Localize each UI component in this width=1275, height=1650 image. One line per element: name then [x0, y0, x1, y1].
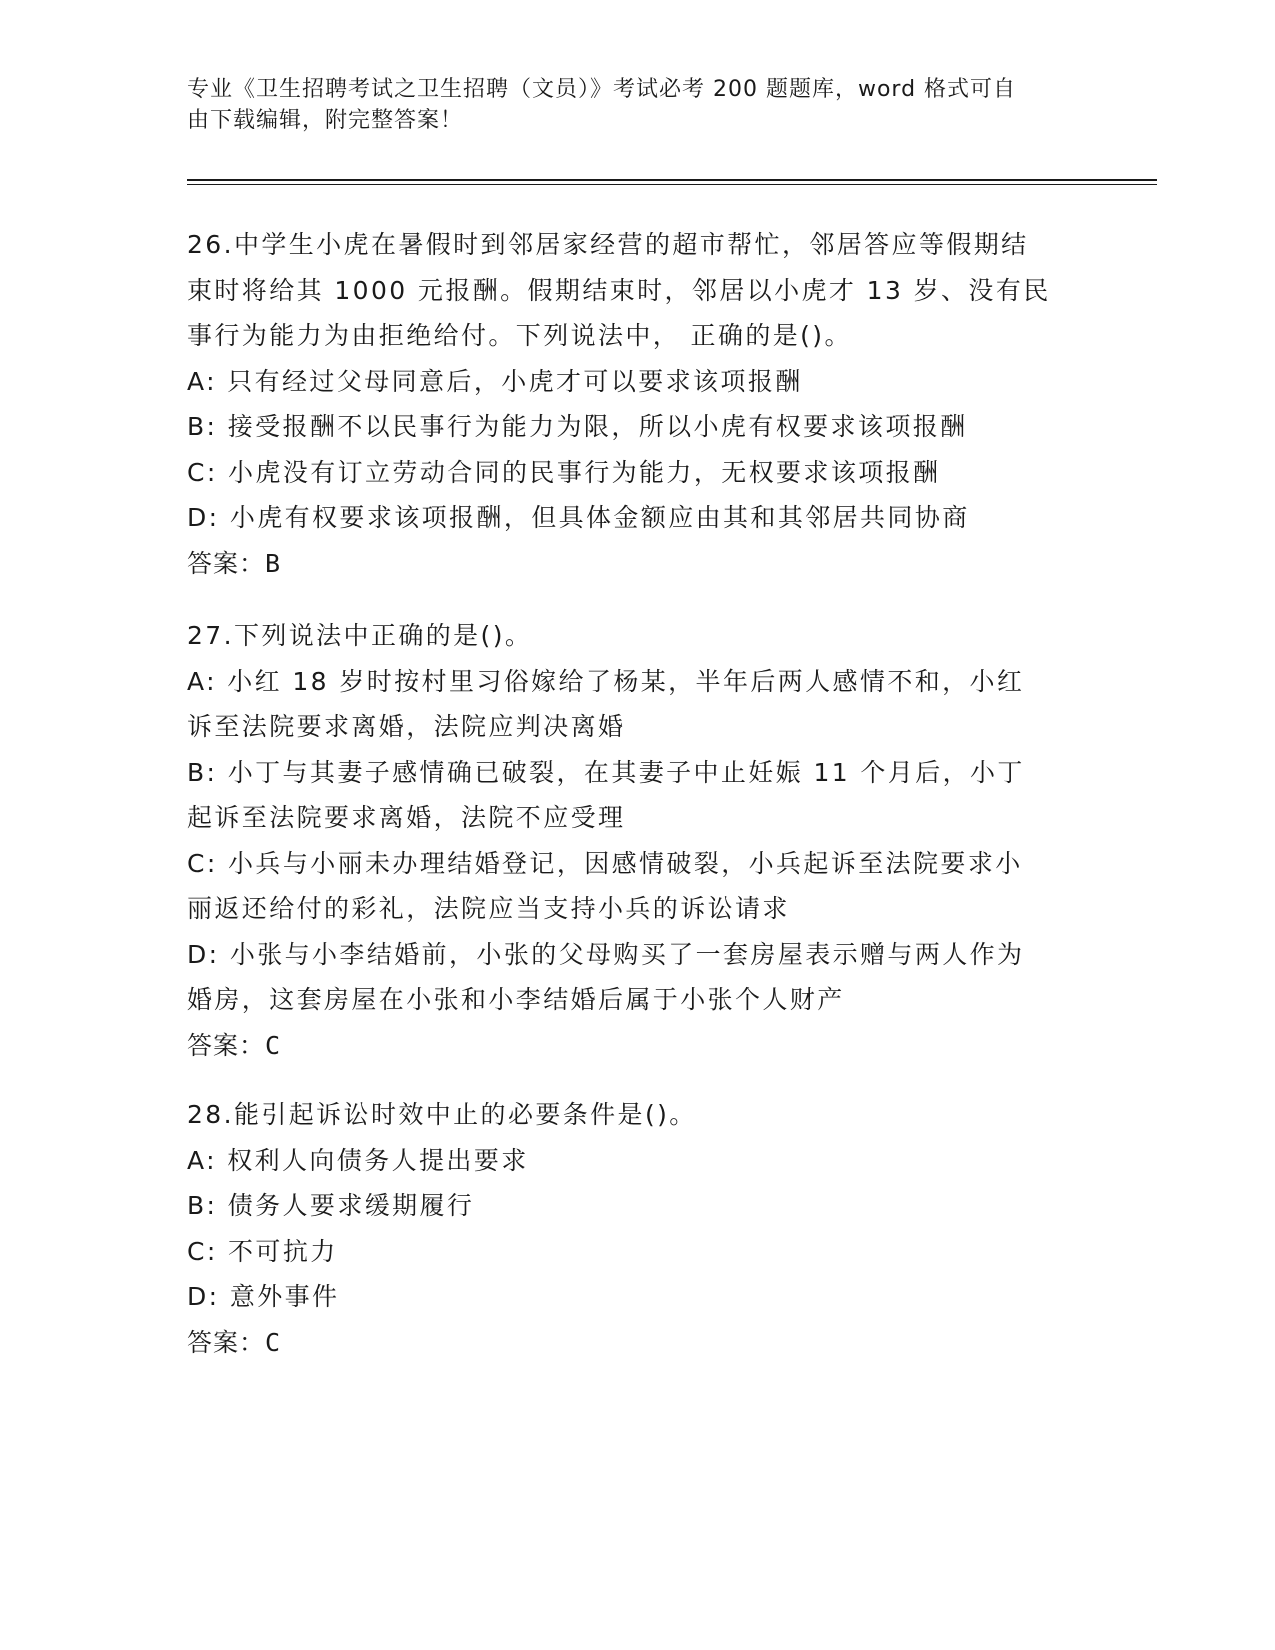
- question-28: [187, 1092, 1087, 1365]
- option-c: C: 小虎没有订立劳动合同的民事行为能力，无权要求该项报酬: [187, 457, 941, 487]
- option-d-line-2: 婚房，这套房屋在小张和小李结婚后属于小张个人财产: [187, 985, 845, 1014]
- option-a-line-2: 诉至法院要求离婚，法院应判决离婚: [187, 712, 626, 741]
- header-rule-thin: [187, 184, 1157, 185]
- answer: [187, 1023, 1087, 1069]
- option-a-line-1: A: 小红 18 岁时按村里习俗嫁给了杨某，半年后两人感情不和，小红: [187, 666, 1025, 696]
- question-stem-line: 事行为能力为由拒绝给付。下列说法中， 正确的是()。: [187, 321, 852, 350]
- option-b: B: 债务人要求缓期履行: [187, 1191, 475, 1220]
- header-line-2: 由下载编辑，附完整答案！: [187, 108, 464, 133]
- answer-label: 答案：: [187, 1327, 266, 1357]
- answer-value: C: [265, 1327, 282, 1357]
- option-b: B: 接受报酬不以民事行为能力为限，所以小虎有权要求该项报酬: [187, 412, 968, 441]
- header-line-1: 专业《卫生招聘考试之卫生招聘（文员）》考试必考 200 题题库，word 格式可自: [187, 77, 1017, 102]
- option-b-line-1: B: 小丁与其妻子感情确已破裂，在其妻子中止妊娠 11 个月后，小丁: [187, 757, 1025, 787]
- answer-value: C: [265, 1030, 282, 1060]
- question-stem-line: 28.能引起诉讼时效中止的必要条件是()。: [187, 1100, 697, 1129]
- question-27: [187, 613, 1087, 1068]
- answer: [187, 1320, 1087, 1366]
- question-26: [187, 222, 1087, 586]
- header-rule-thick: [187, 179, 1157, 181]
- option-a: A: 只有经过父母同意后，小虎才可以要求该项报酬: [187, 366, 803, 396]
- question-stem-line: 27.下列说法中正确的是()。: [187, 621, 533, 650]
- option-c: C: 不可抗力: [187, 1236, 338, 1266]
- answer-label: 答案：: [187, 548, 266, 578]
- option-d-line-1: D: 小张与小李结婚前，小张的父母购买了一套房屋表示赠与两人作为: [187, 939, 1025, 969]
- option-b-line-2: 起诉至法院要求离婚，法院不应受理: [187, 803, 626, 832]
- answer-label: 答案：: [187, 1030, 266, 1060]
- option-c-line-1: C: 小兵与小丽未办理结婚登记，因感情破裂，小兵起诉至法院要求小: [187, 848, 1023, 878]
- document-header: [187, 74, 1087, 136]
- option-c-line-2: 丽返还给付的彩礼，法院应当支持小兵的诉讼请求: [187, 894, 790, 923]
- option-a: A: 权利人向债务人提出要求: [187, 1145, 529, 1175]
- answer: [187, 541, 1087, 587]
- option-d: D: 意外事件: [187, 1282, 340, 1311]
- answer-value: B: [265, 548, 282, 578]
- question-stem-line: 束时将给其 1000 元报酬。假期结束时，邻居以小虎才 13 岁、没有民: [187, 275, 1051, 305]
- option-d: D: 小虎有权要求该项报酬，但具体金额应由其和其邻居共同协商: [187, 503, 970, 532]
- question-stem-line: 26.中学生小虎在暑假时到邻居家经营的超市帮忙，邻居答应等假期结: [187, 230, 1029, 259]
